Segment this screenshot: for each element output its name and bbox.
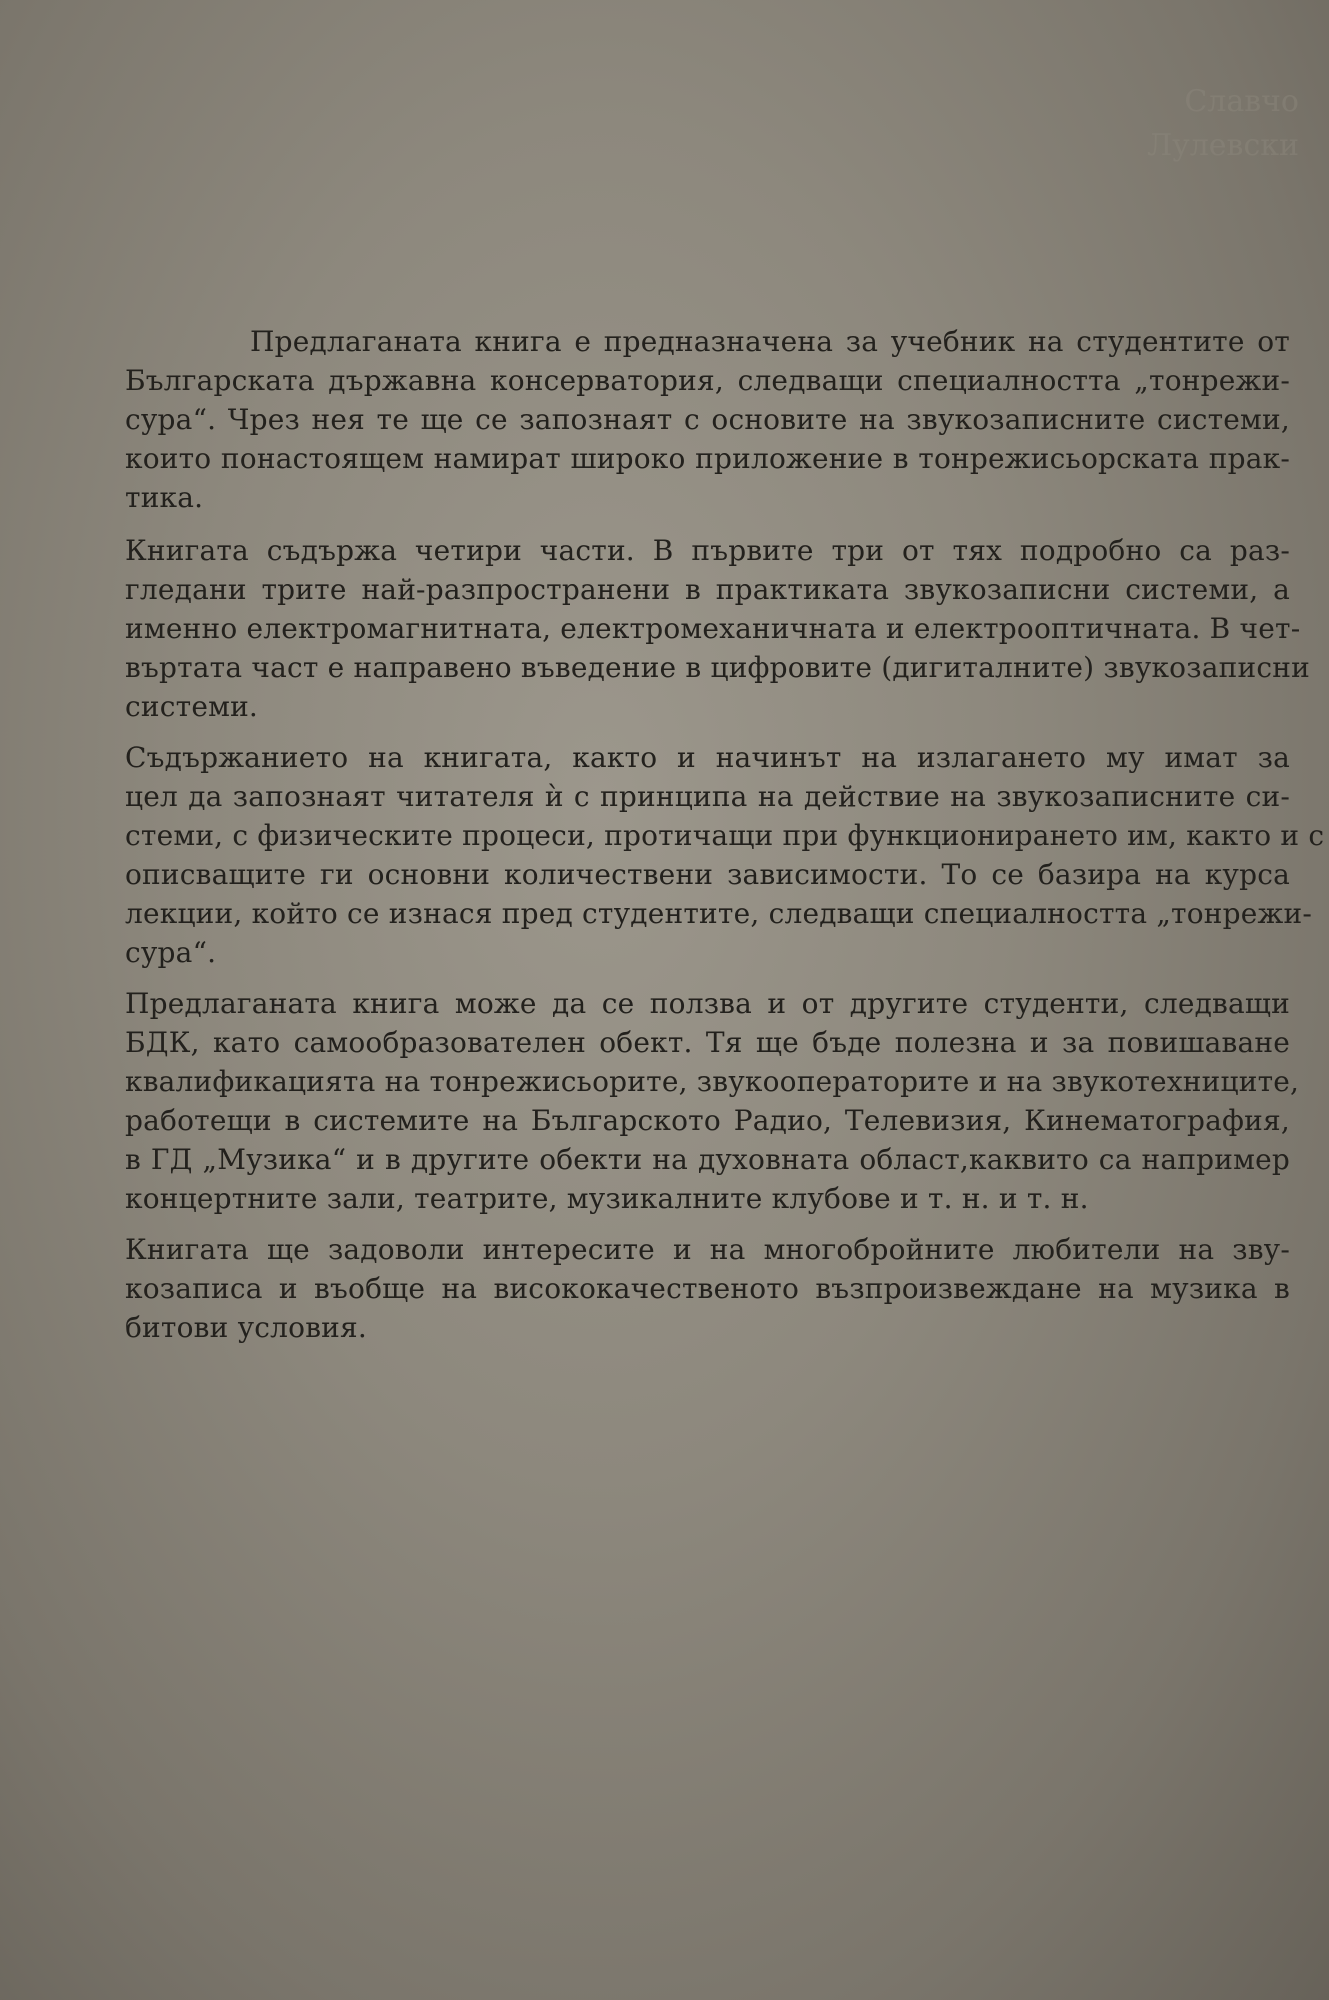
text-line: именно електромагнитната, електромеханичната и електрооптичната. В чет- bbox=[125, 612, 1301, 645]
text-line: гледани трите най-разпространени в практиката звукозаписни системи, а bbox=[125, 573, 1290, 606]
text-line: цел да запознаят читателя ѝ с принципа на действие на звукозаписните си- bbox=[125, 780, 1290, 813]
text-line: Съдържанието на книгата, както и начинът на излагането му имат за bbox=[125, 741, 1290, 774]
text-line: Предлаганата книга е предназначена за учебник на студентите от bbox=[250, 325, 1290, 358]
text-line: системи. bbox=[125, 690, 259, 723]
text-line: Предлаганата книга може да се ползва и от другите студенти, следващи bbox=[125, 987, 1290, 1020]
text-line: козаписа и въобще на висококачественото възпроизвеждане на музика в bbox=[125, 1272, 1290, 1305]
text-line: описващите ги основни количествени зависимости. То се базира на курса bbox=[125, 858, 1290, 891]
text-line: в ГД „Музика“ и в другите обекти на духовната област,каквито са например bbox=[125, 1143, 1290, 1176]
paragraph bbox=[125, 531, 1310, 726]
text-line: лекции, който се изнася пред студентите, следващи специалността „тонрежи- bbox=[125, 897, 1313, 930]
foreword-body bbox=[125, 322, 1325, 1347]
text-line: БДК, като самообразователен обект. Тя ще бъде полезна и за повишаване bbox=[125, 1026, 1290, 1059]
text-line: квалификацията на тонрежисьорите, звукооператорите и на звукотехниците, bbox=[125, 1065, 1300, 1098]
text-line: битови условия. bbox=[125, 1311, 367, 1344]
text-line: сура“. Чрез нея те ще се запознаят с основите на звукозаписните системи, bbox=[125, 403, 1290, 436]
bleed-line-1: Славчо bbox=[1184, 84, 1299, 119]
paragraph bbox=[125, 738, 1325, 972]
text-line: Книгата съдържа четири части. В първите три от тях подробно са раз- bbox=[125, 534, 1290, 567]
paragraph bbox=[125, 984, 1300, 1218]
text-line: които понастоящем намират широко приложение в тонрежисьорската прак- bbox=[125, 442, 1290, 475]
text-line: сура“. bbox=[125, 936, 217, 969]
text-line: стеми, с физическите процеси, протичащи при функционирането им, както и с bbox=[125, 819, 1325, 852]
bleed-line-2: Лулевски bbox=[1147, 128, 1299, 163]
text-line: концертните зали, театрите, музикалните клубове и т. н. и т. н. bbox=[125, 1182, 1089, 1215]
paragraph bbox=[125, 1230, 1290, 1347]
text-line: въртата част е направено въведение в цифровите (дигиталните) звукозаписни bbox=[125, 651, 1310, 684]
paragraph bbox=[125, 322, 1290, 517]
text-line: работещи в системите на Българското Радио, Телевизия, Кинематография, bbox=[125, 1104, 1290, 1137]
text-line: Българската държавна консерватория, следващи специалността „тонрежи- bbox=[125, 364, 1290, 397]
text-line: Книгата ще задоволи интересите и на многобройните любители на зву- bbox=[125, 1233, 1290, 1266]
bleed-through-text bbox=[1039, 80, 1299, 168]
text-line: тика. bbox=[125, 481, 204, 514]
